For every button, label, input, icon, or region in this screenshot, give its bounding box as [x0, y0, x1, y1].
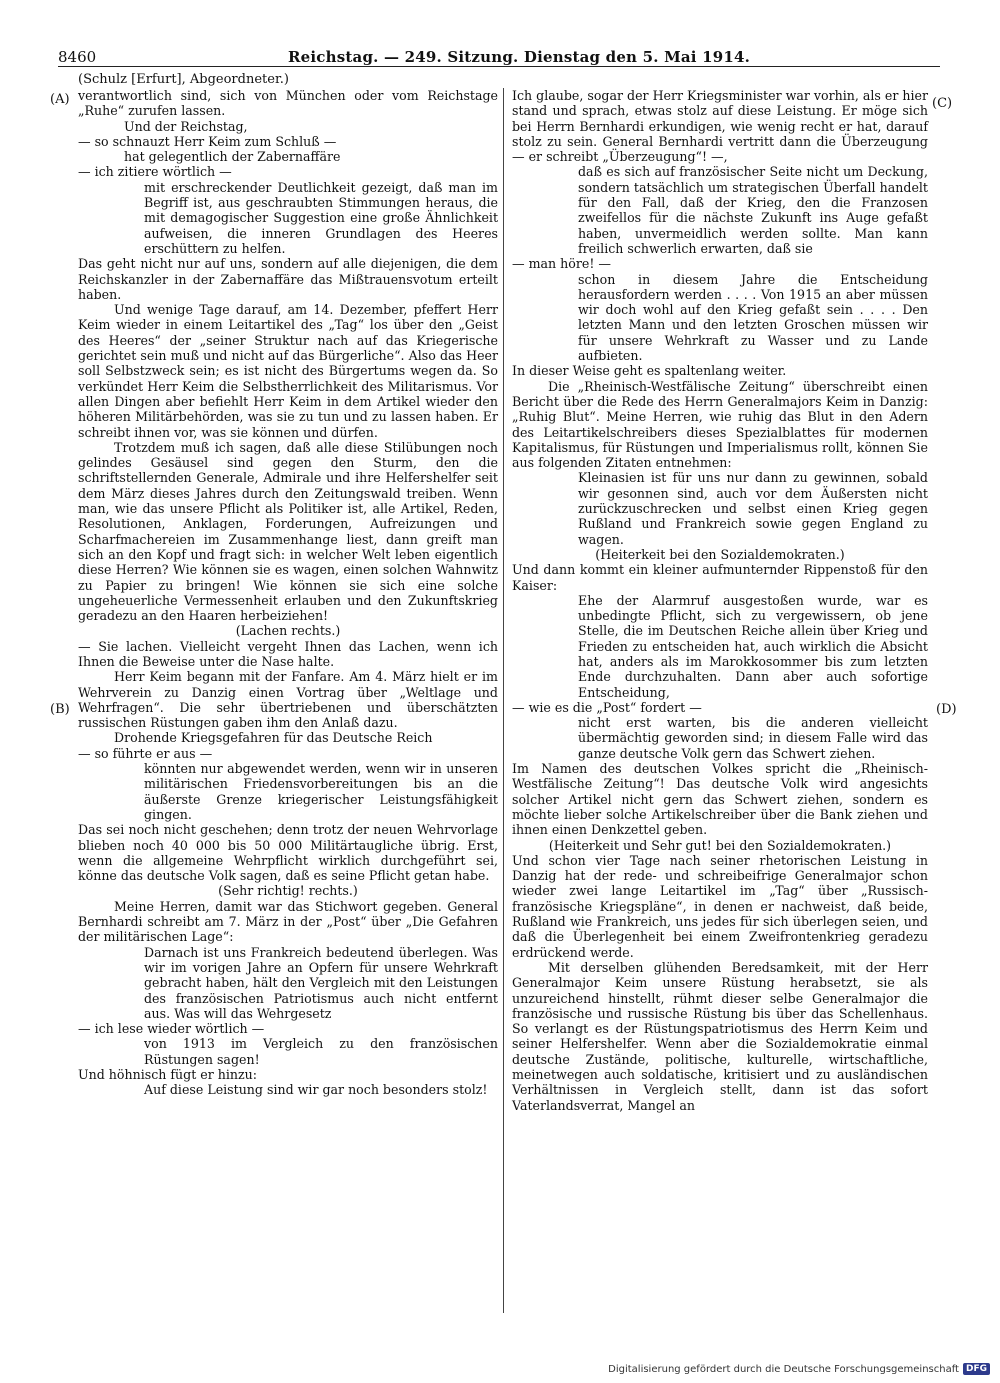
running-title: Reichstag. — 249. Sitzung. Dienstag den 5. Mai 1914. — [288, 48, 751, 66]
paragraph: Und schon vier Tage nach seiner rhetorischen Leistung in Danzig hat der rede- und schreibeifrige Generalmajor schon wieder zwei lange Leitartikel im „Tag“ über „Russisch-französische Kriegspläne“, in denen er nachweist, daß beide, Rußland wie Frankreich, uns jedes für sich überlegen seien, und daß die Überlegenheit bei einem Zweifrontenkrieg geradezu erdrückend werde. — [512, 852, 928, 960]
paragraph: Kleinasien ist für uns nur dann zu gewinnen, sobald wir gesonnen sind, auch vor dem Äußersten nicht zurückzuschrecken und selbst einen Krieg gegen Rußland und Frankreich sowie gegen England zu wagen. — [578, 470, 928, 547]
paragraph: — ich zitiere wörtlich — — [78, 164, 232, 180]
paragraph: Die „Rheinisch-Westfälische Zeitung“ überschreibt einen Bericht über die Rede des Herrn Generalmajors Keim in Danzig: „Ruhig Blut“. Meine Herren, wie ruhig das Blut in den Adern des Leitartikelschreibers dieses Spezialblattes für modernen Kapitalismus, für Rüstungen und Imperialismus rollt, können Sie aus folgenden Zitaten entnehmen: — [512, 378, 928, 471]
paragraph: (Lachen rechts.) — [235, 623, 341, 639]
paragraph: — so schnauzt Herr Keim zum Schluß — — [78, 133, 337, 149]
paragraph: nicht erst warten, bis die anderen vielleicht übermächtig geworden sind; in diesem Falle wird das ganze deutsche Volk gern das Schwert ziehen. — [578, 715, 928, 761]
paragraph: hat gelegentlich der Zabernaffäre — [124, 149, 341, 165]
paragraph: Herr Keim begann mit der Fanfare. Am 4. März hielt er im Wehrverein zu Danzig einen Vortrag über „Weltlage und Wehrfragen“. Die sehr übertriebenen und überschätzten russischen Rüstungen gaben ihm den Anlaß dazu. — [78, 669, 498, 731]
right-column — [512, 88, 928, 1113]
paragraph: Ich glaube, sogar der Herr Kriegsminister war vorhin, als er hier stand und sprach, etwas stolz auf diese Leistung. Er möge sich bei Herrn Bernhardi erkundigen, wie wenig recht er hat, darauf stolz zu sein. General Bernhardi vertritt dann die Überzeugung — er schreibt „Überzeugung“! —, — [512, 88, 928, 165]
paragraph: — ich lese wieder wörtlich — — [78, 1021, 265, 1037]
header-rule — [58, 66, 940, 67]
paragraph: Trotzdem muß ich sagen, daß alle diese Stilübungen noch gelindes Gesäusel sind gegen den Sturm, den die schriftstellernden Generale, Admirale und ihre Helfershelfer seit dem März dieses Jahres durch den Zeitungswald treiben. Wenn man, wie das unsere Pflicht als Politiker ist, alle Artikel, Reden, Resolutionen, Anklagen, Forderungen, Aufreizungen und Scharfmachereien im Zusammenhange liest, dann greift man sich an den Kopf und fragt sich: in welcher Welt leben eigentlich diese Herren? Wie können sie es wagen, einen solchen Wahnwitz zu Papier zu bringen! Wie können sie sich eine solche ungeheuerliche Vermessenheit erlauben und den Zukunftskrieg geradezu an den Haaren herbeiziehen! — [78, 439, 498, 624]
paragraph: Und dann kommt ein kleiner aufmunternder Rippenstoß für den Kaiser: — [512, 562, 928, 593]
margin-mark-c: (C) — [932, 96, 953, 111]
paragraph: Und höhnisch fügt er hinzu: — [78, 1067, 257, 1082]
paragraph: Im Namen des deutschen Volkes spricht die „Rheinisch-Westfälische Zeitung“! Das deutsche Volk wird angesichts solcher Artikel nicht gern das Schwert ziehen, sondern es möchte lieber solche Artikelschreiber über die Bank ziehen und ihnen einen Denkzettel geben. — [512, 761, 928, 838]
page-number: 8460 — [58, 48, 97, 66]
paragraph: In dieser Weise geht es spaltenlang weiter. — [512, 363, 787, 379]
footer-text: Digitalisierung gefördert durch die Deutsche Forschungsgemeinschaft — [608, 1363, 959, 1375]
paragraph: von 1913 im Vergleich zu den französischen Rüstungen sagen! — [144, 1036, 498, 1067]
column-divider — [503, 88, 504, 1313]
paragraph: Meine Herren, damit war das Stichwort gegeben. General Bernhardi schreibt am 7. März in der „Post“ über „Die Gefahren der militärischen Lage“: — [78, 898, 498, 945]
paragraph: (Sehr richtig! rechts.) — [218, 883, 358, 899]
speaker-line: (Schulz [Erfurt], Abgeordneter.) — [78, 72, 289, 87]
paragraph: — wie es die „Post“ fordert — — [512, 699, 702, 715]
margin-mark-d: (D) — [936, 702, 957, 717]
paragraph: verantwortlich sind, sich von München oder vom Reichstage „Ruhe“ zurufen lassen. — [78, 88, 498, 119]
paragraph: schon in diesem Jahre die Entscheidung herausfordern werden . . . . Von 1915 an aber müssen wir doch wohl auf den Krieg gefaßt sein . . . . Den letzten Mann und den letzten Groschen müssen wir für unsere Wehrkraft zu Wasser und zu Lande aufbieten. — [578, 271, 928, 364]
paragraph: — man höre! — — [512, 256, 611, 272]
paragraph: Darnach ist uns Frankreich bedeutend überlegen. Was wir im vorigen Jahre an Opfern für unsere Wehrkraft gebracht haben, hält den Vergleich mit den Leistungen des französischen Patriotismus auch nicht entfernt aus. Was will das Wehrgesetz — [144, 944, 498, 1021]
margin-mark-a: (A) — [50, 92, 70, 107]
paragraph: könnten nur abgewendet werden, wenn wir in unseren militärischen Friedensvorbereitungen bis an die äußerste Grenze kriegerischer Leistungsfähigkeit gingen. — [144, 761, 498, 822]
dfg-logo: DFG — [963, 1363, 990, 1375]
paragraph: Und der Reichstag, — [124, 118, 248, 134]
paragraph: (Heiterkeit und Sehr gut! bei den Sozialdemokraten.) — [548, 837, 892, 853]
paragraph: Drohende Kriegsgefahren für das Deutsche Reich — [114, 730, 433, 746]
paragraph: Ehe der Alarmruf ausgestoßen wurde, war es unbedingte Pflicht, sich zu vergewissern, ob jene Stelle, die im Deutschen Reiche allein über Krieg und Frieden zu entscheiden hat, auch wirklich die Absicht hat, anders als im Marokkosommer bis zum letzten Ende durchzuhalten. Dann aber auch sofortige Entscheidung, — [578, 592, 928, 700]
paragraph: — so führte er aus — — [78, 745, 213, 761]
paragraph: mit erschreckender Deutlichkeit gezeigt, daß man im Begriff ist, aus geschraubten Stimmungen heraus, die mit demagogischer Suggestion eine große Ähnlichkeit aufweisen, die inneren Grundlagen des Heeres erschüttern zu helfen. — [144, 179, 498, 256]
left-column — [78, 88, 498, 1098]
paragraph: Das geht nicht nur auf uns, sondern auf alle diejenigen, die dem Reichskanzler in der Zabernaffäre das Mißtrauensvotum erteilt haben. — [78, 256, 498, 302]
paragraph: daß es sich auf französischer Seite nicht um Deckung, sondern tatsächlich um strategischen Überfall handelt für den Fall, daß der Krieg, den die Franzosen zweifellos für die nächste Zukunft ins Auge gefaßt haben, unvermeidlich werden sollte. Man kann freilich schwerlich erwarten, daß sie — [578, 164, 928, 256]
paragraph: Auf diese Leistung sind wir gar noch besonders stolz! — [144, 1082, 488, 1098]
paragraph: Mit derselben glühenden Beredsamkeit, mit der Herr Generalmajor Keim unsere Rüstung herabsetzt, sie als unzureichend hinstellt, rühmt dieser selbe Generalmajor die französische und russische Rüstung bis über das Schellenhaus. So verlangt es der Rüstungspatriotismus des Herrn Keim und seiner Helfershelfer. Wenn aber die Sozialdemokratie einmal deutsche Zustände, politische, kulturelle, wirtschaftliche, meinetwegen auch soldatische, kritisiert und zu ausländischen Verhältnissen in Vergleich stellt, dann ist das sofort Vaterlandsverrat, Mangel an — [512, 959, 928, 1113]
footer — [608, 1363, 990, 1375]
paragraph: Und wenige Tage darauf, am 14. Dezember, pfeffert Herr Keim wieder in einem Leitartikel des „Tag“ los über den „Geist des Heeres“ der „seiner Struktur nach auf das Kriegerische gerichtet sein muß und nicht auf das Bürgerliche“. Also das Heer soll Selbstzweck sein; es ist nicht des Bürgertums wegen da. So verkündet Herr Keim die Selbstherrlichkeit des Militarismus. Vor allen Dingen aber befiehlt Herr Keim in dem Artikel wieder den höheren Militärbehörden, was sie zu tun und zu lassen haben. Er schreibt ihnen vor, was sie können und dürfen. — [78, 302, 498, 440]
paragraph: — Sie lachen. Vielleicht vergeht Ihnen das Lachen, wenn ich Ihnen die Beweise unter die Nase halte. — [78, 638, 498, 669]
margin-mark-b: (B) — [50, 702, 70, 717]
paragraph: (Heiterkeit bei den Sozialdemokraten.) — [595, 546, 845, 562]
paragraph: Das sei noch nicht geschehen; denn trotz der neuen Wehrvorlage blieben noch 40 000 bis 50 000 Militärtaugliche übrig. Erst, wenn die allgemeine Wehrpflicht wirklich durchgeführt sei, könne das deutsche Volk sagen, daß es seine Pflicht getan habe. — [78, 822, 498, 884]
